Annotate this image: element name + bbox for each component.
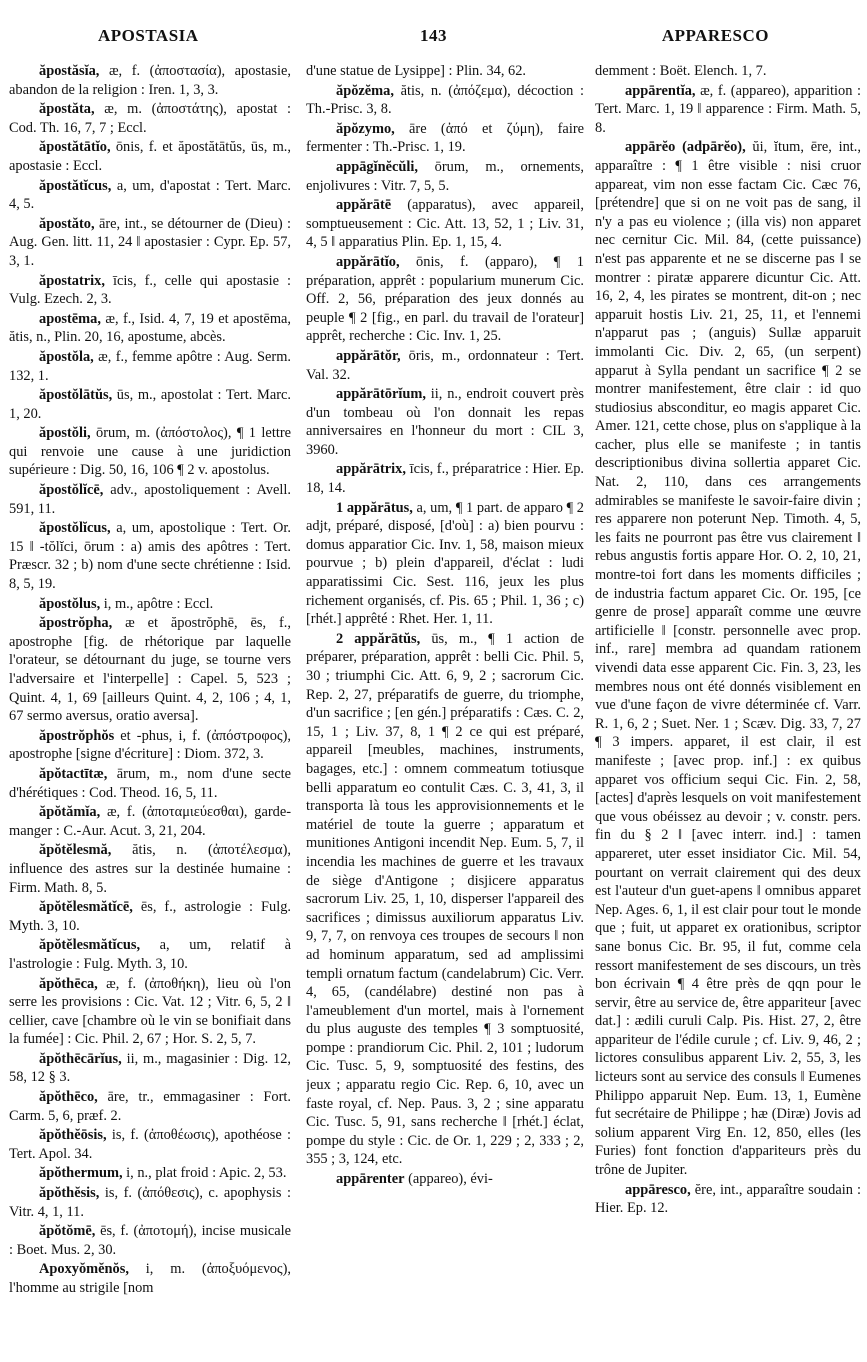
entry-headword: appărātē — [336, 197, 392, 214]
page-number: 143 — [420, 26, 447, 45]
running-head — [0, 26, 867, 50]
dictionary-entry — [595, 138, 861, 1179]
entry-headword: appāresco, — [625, 1181, 691, 1198]
entry-definition: is, f. (ἀποθέωσις), apothéose : Tert. Apol. 34. — [9, 1127, 291, 1162]
dictionary-entry — [9, 215, 291, 271]
entry-headword: appărātōrĭum, — [336, 386, 426, 403]
entry-headword: ăpŏthēca, — [39, 975, 98, 992]
entry-definition: ătis, n. (ἀπόζεμα), décoction : Th.-Prisc. 3, 8. — [306, 82, 584, 118]
entry-definition: æ, m. (ἀποστάτης), apostat : Cod. Th. 16, 7, 7 ; Eccl. — [9, 101, 291, 136]
entry-headword: ăpŏzymo, — [336, 120, 395, 137]
entry-definition: a, um, d'apostat : Tert. Marc. 4, 5. — [9, 177, 291, 213]
dictionary-entry — [9, 1164, 291, 1183]
dictionary-entry — [9, 1222, 291, 1259]
entry-definition: āre, tr., emmagasiner : Fort. Carm. 5, 6, præf. 2. — [9, 1089, 291, 1124]
entry-headword: ăpostŏli, — [39, 425, 91, 442]
entry-definition: ōrum, m. (ἀπόστολος), ¶ 1 lettre qui renvoie une cause à une juridiction supérieure : Dig. 50, 16, 106 ¶ 2 v. apostolus. — [9, 425, 291, 479]
entry-headword: ăpostatrix, — [39, 272, 105, 289]
entry-definition: i, m. (ἀποξυόμενος), l'homme au strigile [nom — [9, 1261, 291, 1296]
entry-headword: ăpŏtĕlesmătĭcē, — [39, 899, 133, 916]
dictionary-entry — [9, 727, 291, 764]
entry-headword: ăpostătĭcus, — [39, 177, 112, 194]
entry-headword: appārenter — [336, 1171, 405, 1188]
entry-definition: ŭi, ĭtum, ēre, int., apparaître : ¶ 1 être visible : nisi cruor appareat, vim non esse factam Cic. Cæc 76, [prétendre] que si on ne voit pas de sang, il n'y a pas eu violence ; (illa vis) non apparet nec cernitur Cic. Mil. 84, (cette puissance) n'est pas apparente et ne se discerne pas ‖ se montrer : piratæ apparere dicuntur Cic. Att. 16, 2, 4, les pirates se montrent, dit-on ; nec apparuit hostis Liv. 21, 25, 11, et l'ennemi n'apparut pas ; (anguis) Sullæ apparuit immolanti Cic. Div. 2, 65, (un serpent) apparut à Sylla pendant un sacrifice ¶ 2 se montrer manifestement, être clair : id quo studiosius absconditur, eo magis apparet Cic. Amer. 121, cette chose, plus on s'applique à la cacher, plus elle se manifeste ; in tantis descriptionibus divina sollertia apparet Cic. Nat. 2, 110, dans ces arrangements admirables se manifeste le savoir-faire divin ; res apparere non poterunt Nep. Timoth. 4, 5, les faits ne pourront pas être vus clairement ‖ rebus angustis fortis appare Hor. O. 2, 10, 21, montre-toi fort dans les moments difficiles ; de industria factum apparet Cic. Or. 195, [ce genre de prose] apparaît comme une œuvre artificielle ‖ [constr. personnelle avec prop. inf., rare] membra ad quandam rationem vivendi data esse apparent Cic. Fin. 3, 23, les membres nous ont été donnés visiblement en vue d'une façon de vivre déterminée cf. Varr. R. 1, 6, 2 ; Suet. Ner. 1 ; Scæv. Dig. 33, 7, 27 ¶ 3 impers. apparet, il est clair, il est manifeste ; [avec prop. inf.] : ex quibus apparet vos officium sequi Cic. Fin. 2, 58, [actes] d'après lesquels on voit manifestement que vous obéissez au devoir ; v. constr. pers. fin du § 2 ‖ [avec interr. ind.] : tamen appareret, uter esset insidiator Cic. Mil. 54, pourtant on verrait clairement qui des deux est l'auteur d'un guet-apens ‖ omnibus apparet Nep. Ages. 6, 1, il est clair pour tout le monde que ; fuit, ut apparet ex orationibus, scriptor sane bonus Cic. Br. 95, il fut, comme cela ressort manifestement de ses discours, un très bon écrivain ¶ 4 être près de qqn pour le servir, être au service de, être appariteur [avec dat.] : ædili curuli Calp. Pis. Hist. 27, 2, être appariteur de l'édile curule ; cf. Liv. 9, 46, 2 ; lictores consulibus apparent Liv. 2, 55, 3, les licteurs sont au service des consuls ‖ Eumenes Philippo apparuit Nep. Eum. 13, 1, Eumène fut secrétaire de Philippe ; hæ (Diræ) Jovis ad solium apparent Virg En. 12, 850, elles (les Furies) font fonction d'appariteurs près du trône de Jupiter. — [595, 139, 861, 1179]
entry-headword: ăpostŏlus, — [39, 595, 101, 612]
entry-definition: a, um, apostolique : Tert. Or. 15 ‖ -tŏlĭci, ōrum : a) amis des apôtres : Tert. Præscr. 32 ; b) nom d'une secte chrétienne : Isid. 8, 5, 19. — [9, 520, 291, 593]
dictionary-entry — [9, 177, 291, 214]
dictionary-entry — [306, 499, 584, 629]
entry-definition: āre, int., se détourner de (Dieu) : Aug. Gen. litt. 11, 24 ‖ apostasier : Cypr. Ep. 57, 3, 1. — [9, 215, 291, 269]
entry-headword: ăpostrŏphŏs — [39, 727, 115, 744]
entry-headword: Apoxyŏmĕnŏs, — [39, 1261, 129, 1278]
entry-headword: ăpostrŏpha, — [39, 615, 113, 632]
dictionary-entry — [9, 519, 291, 593]
entry-definition: et -phus, i, f. (ἀπόστροφος), apostrophe [signe d'écriture] : Diom. 372, 3. — [9, 727, 291, 763]
entry-definition: āre (ἀπό et ζύμη), faire fermenter : Th.-Prisc. 1, 19. — [306, 120, 584, 156]
entry-definition: (appareo), évi- — [404, 1171, 493, 1188]
dictionary-entry — [595, 1181, 861, 1218]
entry-headword: appărātĭo, — [336, 253, 400, 270]
entry-definition: ii, n., endroit couvert près d'un tombeau où l'on donnait les repas anniversaires en l'honneur du mort : CIL 3, 3960. — [306, 386, 584, 458]
header-guide-word-left: APOSTASIA — [98, 26, 199, 45]
dictionary-entry — [9, 1088, 291, 1125]
entry-headword: ăpŏtŏmē, — [39, 1223, 96, 1240]
entry-headword: ăpostŏlātŭs, — [39, 387, 113, 404]
dictionary-entry — [9, 62, 291, 99]
dictionary-entry — [306, 120, 584, 157]
dictionary-entry — [9, 310, 291, 347]
dictionary-entry — [306, 1170, 584, 1189]
entry-definition: i, m., apôtre : Eccl. — [100, 595, 214, 612]
entry-headword: appărātŏr, — [336, 347, 401, 364]
dictionary-entry — [306, 196, 584, 252]
dictionary-entry — [306, 385, 584, 459]
dictionary-entry — [9, 898, 291, 935]
entry-definition: adv., apostoliquement : Avell. 591, 11. — [9, 482, 291, 517]
text-column-1 — [9, 62, 291, 1354]
entry-definition: ōnis, f. et ăpostătātŭs, ūs, m., apostasie : Eccl. — [9, 139, 291, 174]
dictionary-entry — [306, 630, 584, 1169]
dictionary-entry — [306, 82, 584, 119]
entry-headword: ăpostăsĭa, — [39, 63, 100, 79]
entry-headword: apostēma, — [39, 310, 101, 327]
entry-headword: ăpŏthĕsis, — [39, 1185, 100, 1202]
dictionary-entry — [9, 1126, 291, 1163]
entry-headword: ăpostŏla, — [39, 348, 94, 365]
entry-definition: demment : Boët. Elench. 1, 7. — [595, 63, 767, 79]
entry-headword: ăpostăta, — [39, 101, 95, 118]
entry-definition: ārum, m., nom d'une secte d'hérétiques : Cod. Theod. 16, 5, 11. — [9, 765, 291, 801]
entry-definition: æ, f. (ἀποθήκη), lieu où l'on serre les provisions : Cic. Vat. 12 ; Vitr. 6, 5, 2 ‖ cellier, cave [chambre où le vin se bonifiait dans la fumée] : Cic. Phil. 2, 67 ; Hor. S. 2, 5, 7. — [9, 975, 291, 1048]
dictionary-entry — [9, 386, 291, 423]
entry-definition: a, um, ¶ 1 part. de apparo ¶ 2 adjt, préparé, disposé, [d'où] : a) bien pourvu : domus apparatior Cic. Inv. 1, 58, maison mieux pourvue ; b) plein d'appareil, d'éclat : ludi apparatissimi Cic. Sest. 116, jeux les plus richement organisés, cf. Pis. 65 ; Phil. 1, 36 ; c) [rhét.] apprêté : Rhet. Her. 1, 11. — [306, 499, 584, 628]
header-guide-word-right: APPARESCO — [661, 26, 769, 45]
entry-definition: ūs, m., ¶ 1 action de préparer, préparation, apprêt : belli Cic. Phil. 5, 30 ; triumphi Cic. Att. 6, 9, 2 ; sacrorum Cic. Rep. 2, 27, préparatifs de guerre, du triomphe, d'un sacrifice ; [en gén.] préparatifs : Cæs. C. 2, 15, 1 ; Liv. 37, 8, 1 ¶ 2 ce qui est préparé, appareil [meubles, machines, instruments, bagages, etc.] : omnem commeatum totiusque belli apparatum eo contulit Cæs. C. 3, 41, 3, il transporta là tous les approvisionnements et le matériel de toute la guerre ; apparatum et munitiones Antigoni incendit Nep. Eum. 5, 7, il incendia les machines de guerre et les travaux de siège d'Antigone ; disjicere apparatus sacrorum Liv. 25, 1, 10, disperser l'appareil des sacrifices ; dimissus auxiliorum apparatus Liv. 9, 7, 7, on renvoya ces troupes de secours ‖ non ad hominum apparatum, sed ad amplissimi templi ornatum factum (candelabrum) Cic. Verr. 4, 65, (candélabre) destiné non pas à l'ameublement d'un mortel, mais à l'ornement du plus auguste des temples ¶ 3 somptuosité, pompe : prandiorum Cic. Phil. 2, 101 ; ludorum Cic. Tusc. 5, 9, somptuosité des festins, des jeux ; apparatu regio Cic. Rep. 6, 10, avec un faste royal, cf. Nep. Paus. 3, 2 ; sine apparatu Cic. Tusc. 5, 91, sans recherche ‖ [rhét.] éclat, pompe du style : Cic. de Or. 1, 229 ; 2, 333 ; 2, 355 ; 3, 124, etc. — [306, 630, 584, 1168]
entry-definition: (apparatus), avec appareil, somptueusement : Cic. Att. 13, 52, 1 ; Liv. 31, 4, 5 ‖ apparatius Plin. Ep. 1, 15, 4. — [306, 197, 584, 251]
entry-headword: ăpŏthermum, — [39, 1165, 123, 1182]
dictionary-entry — [9, 765, 291, 802]
dictionary-entry — [9, 1260, 291, 1297]
dictionary-entry — [306, 253, 584, 346]
text-column-2 — [306, 62, 584, 1354]
dictionary-entry — [595, 62, 861, 81]
entry-definition: æ et ăpostrŏphē, ēs, f., apostrophe [fig. de rhétorique par laquelle l'orateur, se détournant du juge, se tourne vers l'adversaire et l'interpelle] : Capel. 5, 523 ; Quint. 4, 1, 69 [ailleurs Quint. 4, 2, 106 ; 4, 1, 67 sermo aversus, oratio aversa]. — [9, 615, 291, 725]
entry-definition: ĕre, int., apparaître soudain : Hier. Ep. 12. — [595, 1181, 861, 1217]
dictionary-entry — [9, 272, 291, 309]
text-column-3 — [595, 62, 861, 1354]
entry-definition: ēs, f. (ἀποτομή), incise musicale : Boet. Mus. 2, 30. — [9, 1223, 291, 1258]
dictionary-entry — [9, 975, 291, 1049]
dictionary-entry — [9, 936, 291, 973]
entry-headword: ăpostŏlĭcē, — [39, 482, 104, 499]
entry-definition: æ, f. (appareo), apparition : Tert. Marc. 1, 19 ‖ apparence : Firm. Math. 5, 8. — [595, 82, 861, 136]
entry-definition: æ, f. (ἀποστασία), apostasie, abandon de la religion : Iren. 1, 3, 3. — [9, 63, 291, 98]
dictionary-entry — [595, 82, 861, 138]
dictionary-entry — [9, 348, 291, 385]
entry-headword: ăpŏthĕōsis, — [39, 1127, 107, 1144]
entry-definition: ii, m., magasinier : Dig. 12, 58, 12 § 3. — [9, 1050, 291, 1086]
entry-definition: īcis, f., celle qui apostasie : Vulg. Ezech. 2, 3. — [9, 272, 291, 308]
dictionary-entry — [9, 100, 291, 137]
entry-headword: ăpŏthēco, — [39, 1089, 98, 1106]
entry-definition: ătis, n. (ἀποτέλεσμα), influence des astres sur la destinée humaine : Firm. Math. 8, 5. — [9, 842, 291, 896]
entry-definition: īcis, f., préparatrice : Hier. Ep. 18, 14. — [306, 461, 584, 497]
entry-headword: ăpŏtactītæ, — [39, 765, 108, 782]
entry-headword: ăpŏtĕlesmă, — [39, 842, 112, 859]
entry-definition: is, f. (ἀπόθεσις), c. apophysis : Vitr. 4, 1, 11. — [9, 1185, 291, 1220]
entry-definition: d'une statue de Lysippe] : Plin. 34, 62. — [306, 63, 527, 79]
entry-headword: appārentĭa, — [625, 82, 696, 99]
dictionary-entry — [306, 62, 584, 81]
entry-headword: ăpostătātĭo, — [39, 139, 111, 156]
dictionary-entry — [9, 138, 291, 175]
entry-headword: ăpŏtĕlesmătĭcus, — [39, 937, 141, 954]
dictionary-entry — [306, 347, 584, 384]
dictionary-entry — [9, 1184, 291, 1221]
dictionary-entry — [306, 460, 584, 497]
entry-headword: appărātrix, — [336, 461, 406, 478]
dictionary-entry — [9, 595, 291, 614]
entry-definition: ūs, m., apostolat : Tert. Marc. 1, 20. — [9, 387, 291, 422]
entry-headword: appārĕo (adpārĕo), — [625, 139, 746, 156]
entry-headword: ăpostăto, — [39, 215, 95, 232]
dictionary-entry — [9, 424, 291, 480]
entry-headword: appāgĭnĕcŭli, — [336, 158, 418, 175]
entry-headword: 2 appărātŭs, — [336, 630, 421, 647]
entry-headword: ăpŏtămĭa, — [39, 804, 101, 821]
entry-definition: ōnis, f. (apparo), ¶ 1 préparation, apprêt : popularium munerum Cic. Off. 2, 56, préparation des jeux donnés au peuple ¶ 2 [fig., en parl. du travail de l'orateur] apprêt, recherche : Cic. Inv. 1, 25. — [306, 253, 584, 345]
entry-headword: 1 appărātus, — [336, 499, 413, 516]
entry-headword: ăpŏthēcārĭus, — [39, 1050, 122, 1067]
dictionary-entry — [306, 158, 584, 195]
entry-definition: æ, f., Isid. 4, 7, 19 et apostēma, ătis, n., Plin. 20, 16, apostume, abcès. — [9, 310, 291, 346]
dictionary-entry — [9, 803, 291, 840]
dictionary-entry — [9, 841, 291, 897]
dictionary-entry — [9, 614, 291, 726]
entry-definition: i, n., plat froid : Apic. 2, 53. — [122, 1165, 287, 1182]
entry-definition: æ, f., femme apôtre : Aug. Serm. 132, 1. — [9, 348, 291, 384]
entry-definition: æ, f. (ἀποταμιεύεσθαι), garde-manger : C.-Aur. Acut. 3, 21, 204. — [9, 804, 291, 839]
entry-headword: ăpŏzĕma, — [336, 82, 394, 99]
entry-definition: ōrum, m., ornements, enjolivures : Vitr. 7, 5, 5. — [306, 158, 584, 194]
dictionary-entry — [9, 481, 291, 518]
entry-headword: ăpostŏlĭcus, — [39, 520, 111, 537]
entry-definition: a, um, relatif à l'astrologie : Fulg. Myth. 3, 10. — [9, 937, 291, 972]
entry-definition: ēs, f., astrologie : Fulg. Myth. 3, 10. — [9, 899, 291, 934]
dictionary-entry — [9, 1050, 291, 1087]
entry-definition: ōris, m., ordonnateur : Tert. Val. 32. — [306, 347, 584, 383]
